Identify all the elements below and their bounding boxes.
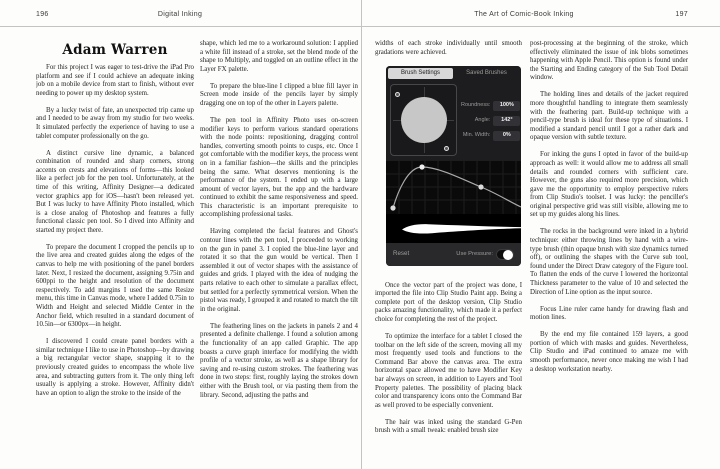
body-paragraph: For this project I was eager to test-drive the iPad Pro platform and see if I could achieve an adequate inking job on a mobile device from start to finish, without ever needing to power up my desktop system. bbox=[36, 64, 194, 97]
page-number-right: 197 bbox=[675, 11, 688, 18]
body-paragraph: post-processing at the beginning of the stroke, which effectively eliminated the issue of ink blobs sometimes happening with Apple Pencil. This option is found under the Starting and Ending category of the Sub Tool Detail window. bbox=[530, 40, 688, 82]
body-paragraph: A distinct cursive line dynamic, a balanced combination of rounded and sharp corners, strong accents on crests and elevations of forms—this looked like a perfect job for the pen tool. Unfortunately, at the time of this writing, Affinity Designer—a dedicated vector graphics app for iOS—hasn't been released yet. But I was lucky to have Affinity Photo installed, which is a close analog of Photoshop and features a fully functional classic pen tool. So I dived into Affinity and started my project there. bbox=[36, 149, 194, 234]
curve-handle-start[interactable] bbox=[390, 205, 395, 210]
tip-handle-dot[interactable] bbox=[395, 92, 400, 97]
brush-panel-footer bbox=[386, 243, 521, 266]
stroke-shape bbox=[402, 224, 521, 233]
body-paragraph: shape, which led me to a workaround solution: I applied a white fill instead of a stroke, set the blend mode of the shape to Multiply, and toggled on an outline effect in the Layer FX palette. bbox=[200, 40, 358, 73]
angle-value[interactable]: 142° bbox=[493, 116, 520, 126]
tip-handle-dot[interactable] bbox=[444, 146, 449, 151]
left-page-column-1 bbox=[36, 64, 194, 462]
brush-tip-preview[interactable] bbox=[390, 84, 457, 156]
body-paragraph: By a lucky twist of fate, an unexpected trip came up and I needed to be away from my studio for two weeks. It simulated perfectly the experience of having to use a tablet computer professionally on the go. bbox=[36, 106, 194, 140]
body-paragraph: Focus Line ruler came handy for drawing flash and motion lines. bbox=[530, 305, 688, 322]
body-paragraph: The feathering lines on the jackets in panels 2 and 4 presented a definite challenge. I found a solution among the functionality of an app called Graphic. The app boasts a curve graph interface for modifying the width profile of a vector stroke, as well as a shape library for saving and re-using custom strokes. The feathering was done in two steps: first, roughly laying the strokes down either with the Brush tool, or via pasting them from the library. Second, adjusting the paths and bbox=[200, 322, 358, 399]
body-paragraph: Having completed the facial features and Ghost's contour lines with the pen tool, I proceeded to working on the gun in panel 3. I copied the blue-line layer and rotated it so that the gun would be vertical. Then I assembled it out of vector shapes with the assistance of guides and grids. I played with the idea of nudging the parts relative to each other to simulate a parallax effect, but settled for a perfectly symmetrical version. When the pistol was ready, I grouped it and rotated to match the tilt in the original. bbox=[200, 228, 358, 313]
tab-brush-settings[interactable]: Brush Settings bbox=[388, 68, 453, 79]
body-paragraph: widths of each stroke individually until smooth gradations were achieved. bbox=[375, 40, 522, 56]
curve-handle-mid[interactable] bbox=[478, 184, 483, 189]
width-profile-curve-graph[interactable] bbox=[386, 161, 521, 214]
reset-button[interactable]: Reset bbox=[393, 249, 410, 257]
use-pressure-toggle[interactable] bbox=[496, 249, 514, 260]
tab-saved-brushes[interactable]: Saved Brushes bbox=[466, 69, 507, 76]
body-paragraph: To optimize the interface for a tablet I closed the toolbar on the left side of the screen, moving all my most frequently used tools and functions to the Command Bar above the canvas area. The extra horizontal space allowed me to have Modifier Key bar always on screen, in addition to Layers and Tool Property palettes. The possibility of placing black color and transparency icons onto the Command Bar as well proved to be especially convenient. bbox=[375, 332, 522, 409]
body-paragraph: The rocks in the background were inked in a hybrid technique: either throwing lines by hand with a wire-type brush (thin opaque brush with size dynamics turned off), or outlining the shapes with the Curve sub tool, found under the Direct Draw category of the Figure tool. To flatten the ends of the curve I lowered the horizontal Thickness parameter to the value of 10 and selected the Direction of Line option as the input source. bbox=[530, 228, 688, 296]
body-paragraph: By the end my file contained 159 layers, a good portion of which with masks and guides. Nevertheless, Clip Studio and iPad continued to amaze me with smooth performance, never once making me wish I had a desktop workstation nearby. bbox=[530, 331, 688, 373]
page-number-left: 196 bbox=[36, 11, 49, 18]
body-paragraph: The holding lines and details of the jacket required more thoughtful handling to integrate them seamlessly with the feathering part. Build-up technique with a pencil-type brush is ideal for these type of situations. I modified a standard pencil until I got a rather dark and opaque version with subtle texture. bbox=[530, 91, 688, 142]
body-paragraph: To prepare the document I cropped the pencils up to the live area and created guides along the edges of the canvas to help me with positioning of the panel borders later. Next, I resized the document, assigning 9.75in and 600ppi to the height and resolution of the document respectively. To add margins I used the same Resize menu, this time in Canvas mode, where I added 0.75in to Width and Height and selected Middle Center in the Anchor field, which resulted in a standard document of 10.5in—or 6300px—in height. bbox=[36, 243, 194, 329]
brush-fields bbox=[457, 84, 520, 158]
chapter-heading: Adam Warren bbox=[62, 42, 168, 58]
running-title-right: The Art of Comic-Book Inking bbox=[474, 11, 574, 18]
stroke-preview bbox=[386, 214, 521, 243]
min-width-value[interactable]: 0% bbox=[493, 131, 520, 141]
angle-field bbox=[461, 116, 520, 126]
roundness-value[interactable]: 100% bbox=[493, 101, 520, 111]
brush-tip-circle bbox=[401, 97, 447, 143]
curve-handle-peak[interactable] bbox=[419, 164, 424, 169]
brush-panel-tabbar bbox=[386, 66, 521, 81]
header-rule bbox=[0, 26, 720, 27]
body-paragraph: The hair was inked using the standard G-Pen brush with a small tweak: enabled brush size bbox=[375, 418, 522, 435]
toggle-knob-icon bbox=[503, 250, 513, 260]
page-gutter-divider bbox=[361, 0, 362, 469]
body-paragraph: Once the vector part of the project was done, I imported the file into Clip Studio Paint app. Being a complete port of the desktop version, Clip Studio packs amazing functionality, which made it a perfect choice for completing the rest of the project. bbox=[375, 281, 522, 323]
left-page-column-2 bbox=[200, 40, 358, 462]
min-width-field bbox=[461, 131, 520, 141]
body-paragraph: I discovered I could create panel borders with a similar technique I like to use in Photoshop—by drawing a big rectangular vector shape, snapping it to the previously created guides to encompass the whole live area, and subtracting gutters from it. The only thing left usually is applying a stroke. However, Affinity didn't have an option to align the stroke to the inside of the bbox=[36, 338, 194, 397]
body-paragraph: To prepare the blue-line I clipped a blue fill layer in Screen mode inside of the pencils layer by simply dragging one on top of the other in Layers palette. bbox=[200, 82, 358, 107]
angle-label: Angle: bbox=[474, 117, 491, 124]
right-page-column-1 bbox=[375, 40, 522, 462]
running-title-left: Digital Inking bbox=[157, 11, 203, 18]
body-paragraph: The pen tool in Affinity Photo uses on-screen modifier keys to perform various standard operations with the node points: repositioning, dragging control handles, converting smooth points to cusps, etc. Once I got comfortable with the modifier keys, the process went on in a familiar fashion—the skills and the principles being the same. What deserves mentioning is the performance of the system. I ended up with a large amount of vector layers, but the app and the hardware continued to exhibit the same responsiveness and speed. This characteristic is an important prerequisite to accomplishing professional tasks. bbox=[200, 116, 358, 219]
body-paragraph: For inking the guns I opted in favor of the build-up approach as well: it would allow me to address all small details and rounded corners with sufficient care. However, the guns also required more precision, which gave me the opportunity to employ perspective rulers from Clip Studio's toolset. I was lucky: the penciller's original perspective grid was still visible, allowing me to set up my guides along his lines. bbox=[530, 151, 688, 219]
use-pressure-group bbox=[456, 249, 514, 260]
min-width-label: Min. Width: bbox=[462, 132, 491, 139]
use-pressure-label: Use Pressure: bbox=[456, 250, 493, 257]
roundness-field bbox=[461, 101, 520, 111]
roundness-label: Roundness: bbox=[461, 102, 491, 109]
right-page-column-2 bbox=[530, 40, 688, 462]
brush-settings-panel bbox=[386, 66, 521, 266]
brush-tip-row bbox=[386, 81, 521, 161]
